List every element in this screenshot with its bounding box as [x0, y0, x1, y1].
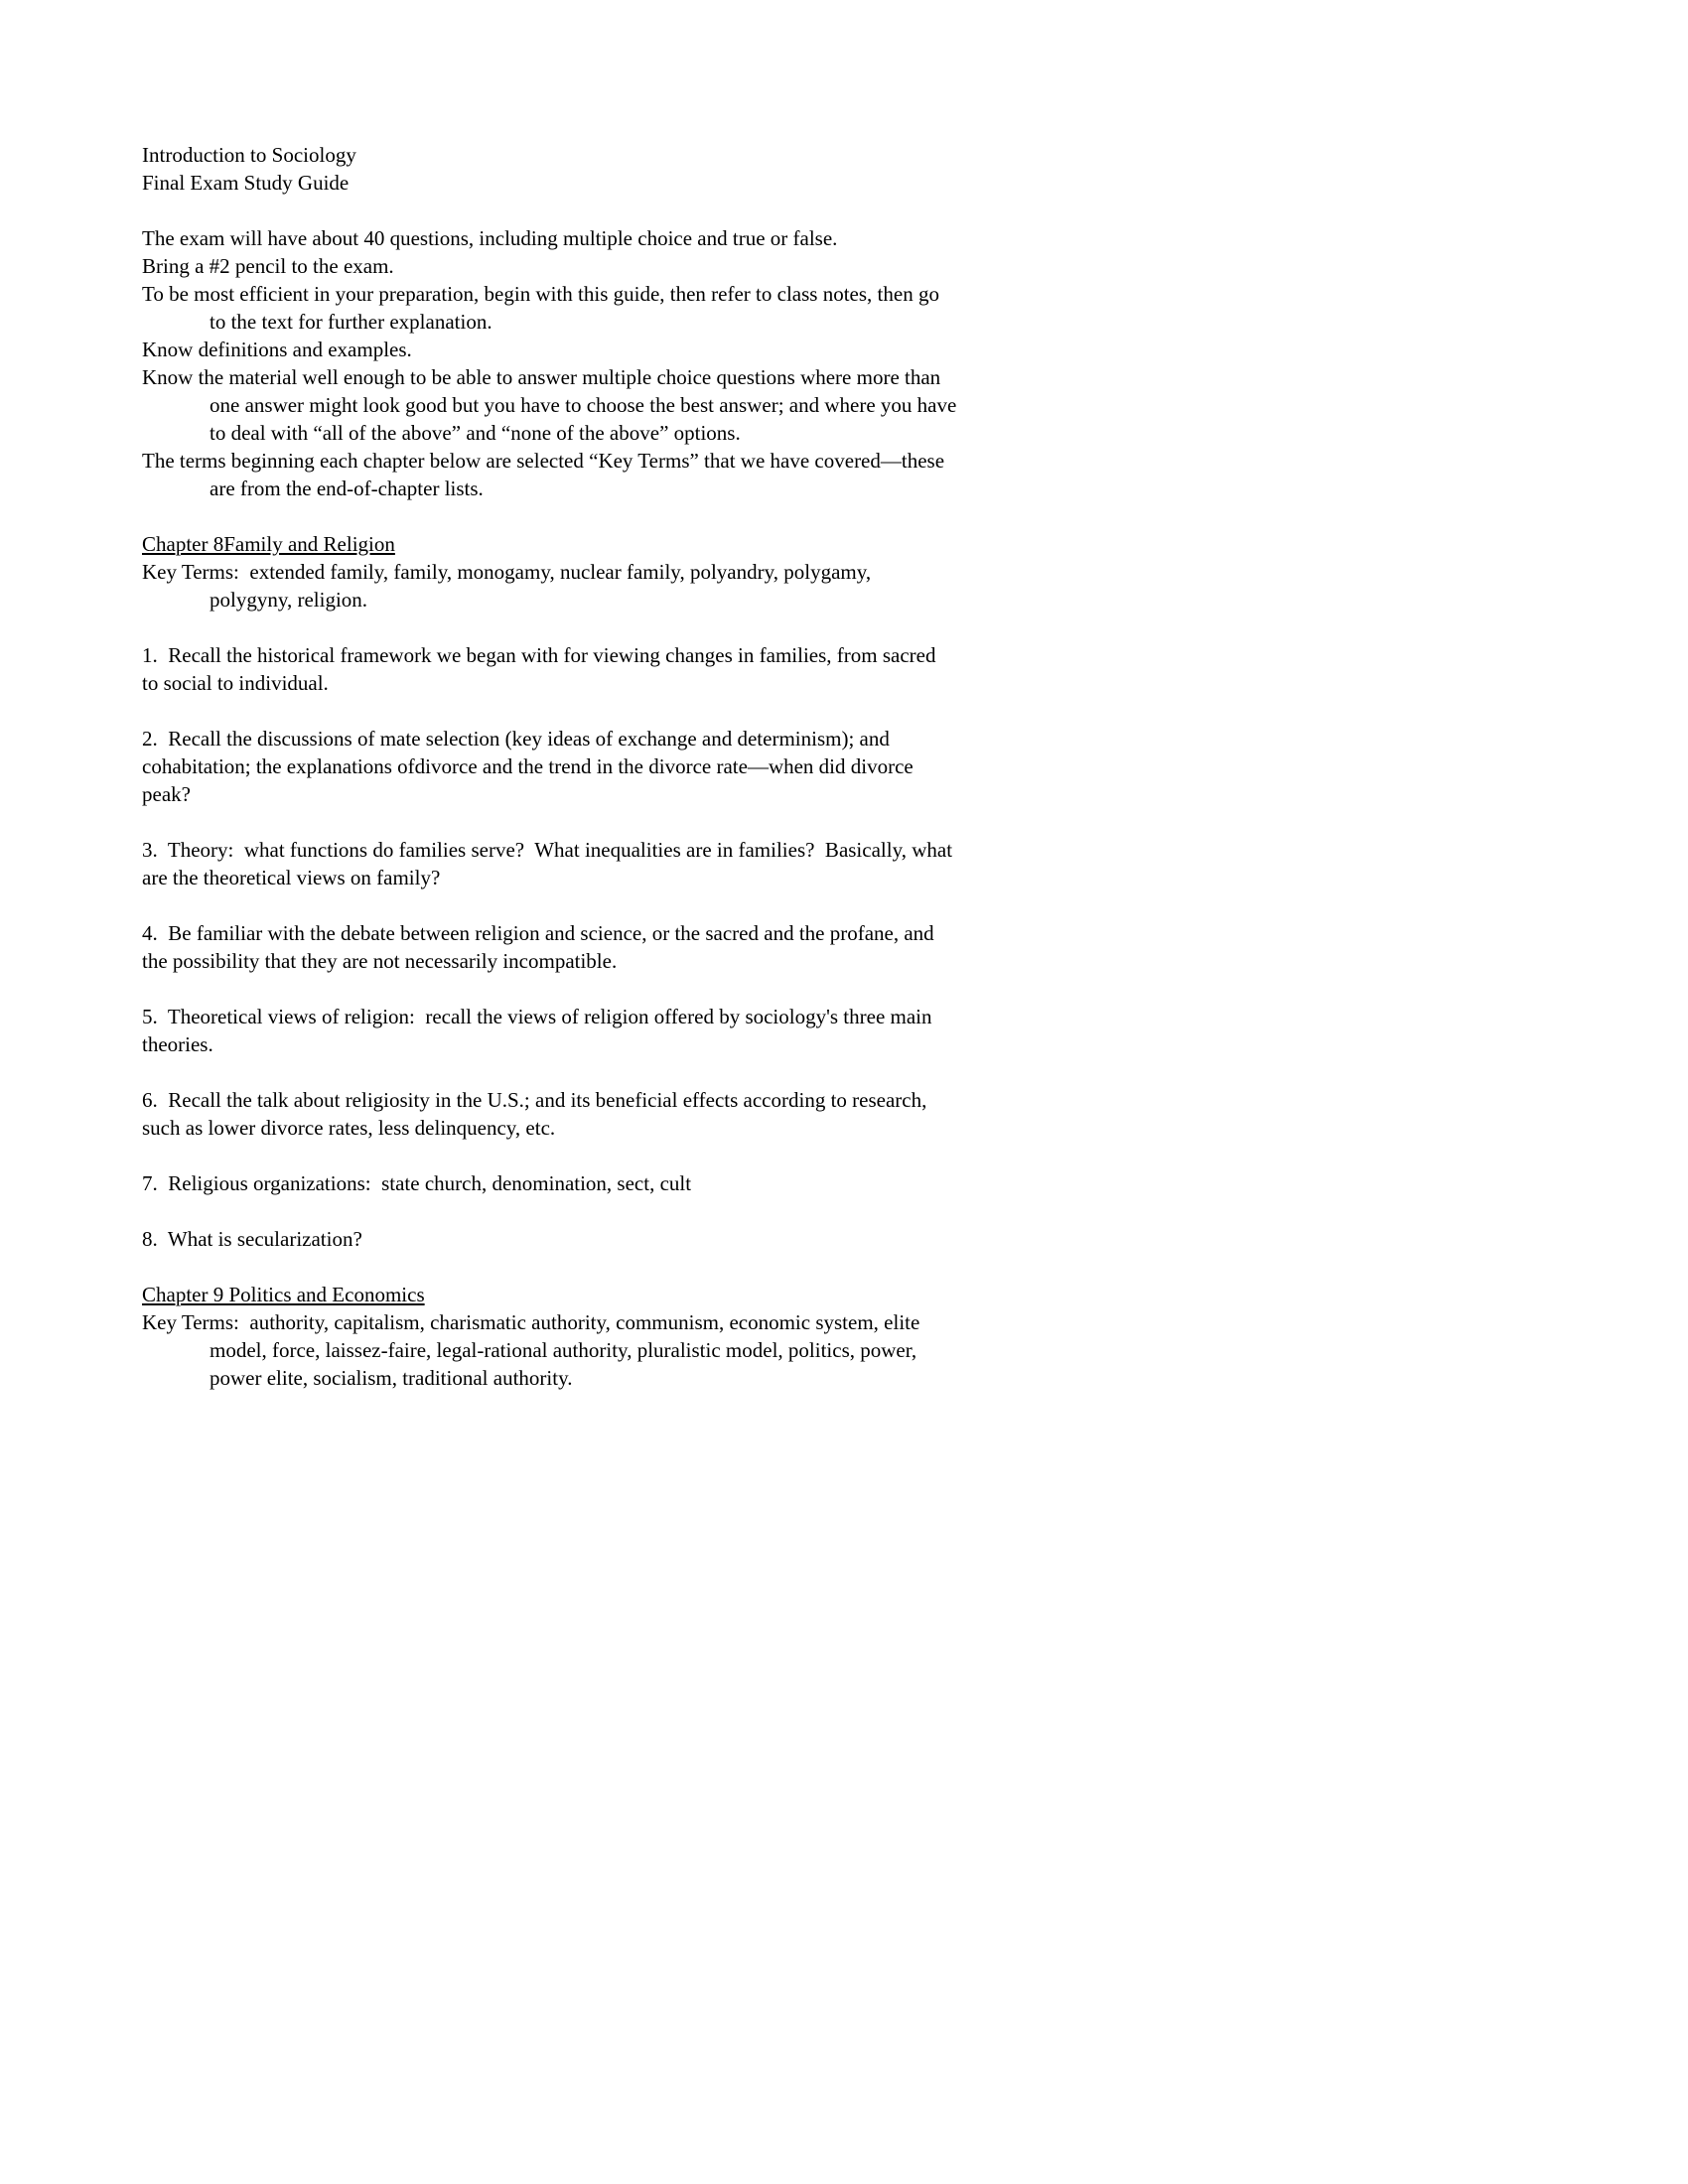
line-text: Bring a #2 pencil to the exam.: [142, 254, 394, 278]
line-text: power elite, socialism, traditional authority.: [210, 1366, 573, 1390]
text-line: [142, 586, 1579, 614]
line-text: [142, 1060, 147, 1084]
blank-line: [142, 808, 1579, 836]
text-line: [142, 1114, 1579, 1142]
blank-line: [142, 1058, 1579, 1086]
line-text: 3. Theory: what functions do families serve? What inequalities are in families? Basically, what: [142, 838, 953, 862]
text-line: [142, 391, 1579, 419]
text-line: [142, 224, 1579, 252]
blank-line: [142, 614, 1579, 641]
text-line: [142, 169, 1579, 197]
text-line: [142, 419, 1579, 447]
line-text: 7. Religious organizations: state church, denomination, sect, cult: [142, 1171, 692, 1195]
line-text: model, force, laissez-faire, legal-rational authority, pluralistic model, politics, power,: [210, 1338, 917, 1362]
line-text: such as lower divorce rates, less delinquency, etc.: [142, 1116, 556, 1140]
text-line: [142, 1086, 1579, 1114]
line-text: Key Terms: authority, capitalism, charismatic authority, communism, economic system, elite: [142, 1310, 920, 1334]
line-text: [142, 1144, 147, 1167]
line-text: To be most efficient in your preparation, begin with this guide, then refer to class notes, then go: [142, 282, 939, 306]
text-line: [142, 475, 1579, 502]
blank-line: [142, 697, 1579, 725]
line-text: [142, 615, 147, 639]
blank-line: [142, 891, 1579, 919]
document-body: [142, 141, 1579, 1392]
text-line: [142, 336, 1579, 363]
line-text: Know definitions and examples.: [142, 338, 412, 361]
line-text: are the theoretical views on family?: [142, 866, 441, 889]
line-text: [142, 199, 147, 222]
line-text: 5. Theoretical views of religion: recall the views of religion offered by sociology's three main: [142, 1005, 932, 1028]
line-text: peak?: [142, 782, 191, 806]
section-heading: [142, 1281, 1579, 1308]
section-heading-text: Chapter 8Family and Religion: [142, 532, 395, 556]
text-line: [142, 141, 1579, 169]
text-line: [142, 947, 1579, 975]
text-line: [142, 280, 1579, 308]
text-line: [142, 252, 1579, 280]
text-line: [142, 1308, 1579, 1336]
line-text: [142, 1199, 147, 1223]
text-line: [142, 669, 1579, 697]
text-line: [142, 641, 1579, 669]
blank-line: [142, 502, 1579, 530]
line-text: The exam will have about 40 questions, including multiple choice and true or false.: [142, 226, 838, 250]
line-text: The terms beginning each chapter below are selected “Key Terms” that we have covered—these: [142, 449, 945, 473]
line-text: [142, 977, 147, 1001]
text-line: [142, 836, 1579, 864]
line-text: polygyny, religion.: [210, 588, 368, 612]
line-text: Key Terms: extended family, family, monogamy, nuclear family, polyandry, polygamy,: [142, 560, 872, 584]
line-text: one answer might look good but you have to choose the best answer; and where you have: [210, 393, 957, 417]
blank-line: [142, 975, 1579, 1003]
blank-line: [142, 1197, 1579, 1225]
text-line: [142, 558, 1579, 586]
text-line: [142, 363, 1579, 391]
line-text: 2. Recall the discussions of mate selection (key ideas of exchange and determinism); and: [142, 727, 890, 751]
line-text: [142, 699, 147, 723]
line-text: [142, 810, 147, 834]
text-line: [142, 1225, 1579, 1253]
line-text: 1. Recall the historical framework we began with for viewing changes in families, from sacred: [142, 643, 936, 667]
blank-line: [142, 197, 1579, 224]
line-text: theories.: [142, 1032, 213, 1056]
line-text: cohabitation; the explanations ofdivorce and the trend in the divorce rate—when did divorce: [142, 754, 914, 778]
blank-line: [142, 1142, 1579, 1169]
text-line: [142, 1003, 1579, 1030]
line-text: Introduction to Sociology: [142, 143, 356, 167]
line-text: to social to individual.: [142, 671, 329, 695]
text-line: [142, 864, 1579, 891]
text-line: [142, 752, 1579, 780]
line-text: are from the end-of-chapter lists.: [210, 477, 484, 500]
line-text: to the text for further explanation.: [210, 310, 492, 334]
line-text: 6. Recall the talk about religiosity in the U.S.; and its beneficial effects according to research,: [142, 1088, 927, 1112]
line-text: the possibility that they are not necessarily incompatible.: [142, 949, 618, 973]
line-text: [142, 1255, 147, 1279]
text-line: [142, 919, 1579, 947]
line-text: 4. Be familiar with the debate between religion and science, or the sacred and the profane, and: [142, 921, 934, 945]
line-text: [142, 504, 147, 528]
text-line: [142, 447, 1579, 475]
text-line: [142, 780, 1579, 808]
line-text: Know the material well enough to be able to answer multiple choice questions where more than: [142, 365, 941, 389]
blank-line: [142, 1253, 1579, 1281]
section-heading: [142, 530, 1579, 558]
section-heading-text: Chapter 9 Politics and Economics: [142, 1283, 425, 1306]
text-line: [142, 1030, 1579, 1058]
text-line: [142, 1169, 1579, 1197]
text-line: [142, 1364, 1579, 1392]
line-text: 8. What is secularization?: [142, 1227, 362, 1251]
text-line: [142, 308, 1579, 336]
line-text: Final Exam Study Guide: [142, 171, 350, 195]
line-text: [142, 893, 147, 917]
line-text: to deal with “all of the above” and “none of the above” options.: [210, 421, 741, 445]
text-line: [142, 725, 1579, 752]
text-line: [142, 1336, 1579, 1364]
